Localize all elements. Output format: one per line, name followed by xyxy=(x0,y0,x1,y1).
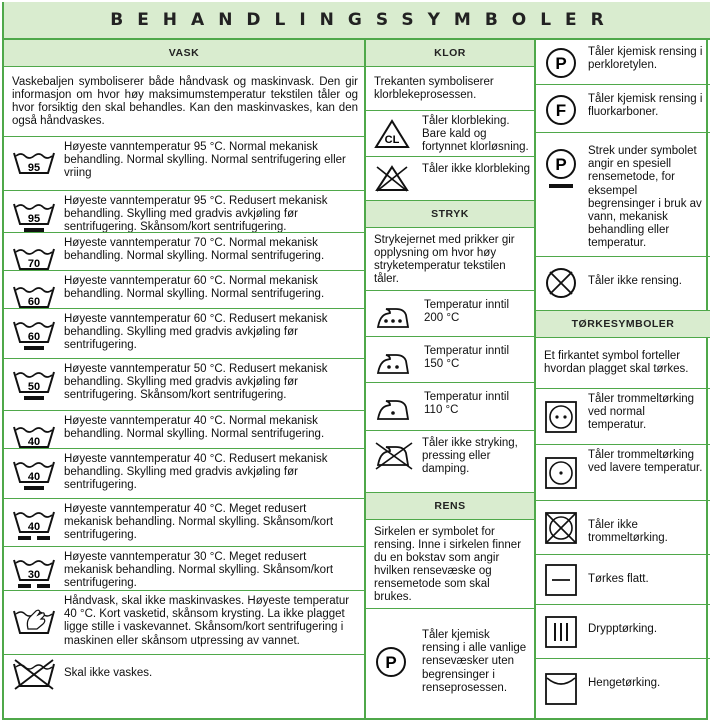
svg-text:95: 95 xyxy=(27,162,41,174)
iron-text: Temperatur inntil 110 °C xyxy=(424,391,510,417)
rens-special-text: Strek under symbolet angir en spesiell rensemetode, for eksempel begrensinger i bruk av vann, mekanisk behandling eller temperatur. xyxy=(588,145,702,250)
no-iron-icon xyxy=(374,439,414,471)
klor-forbidden-text: Tåler ikke klorbleking xyxy=(422,163,531,175)
dry-drip-icon xyxy=(544,615,578,649)
dryclean-p-icon xyxy=(374,645,408,679)
wash-tub-50-icon xyxy=(12,366,56,402)
dry-text: Tåler trommeltørking ved normal temperatur. xyxy=(588,393,695,432)
svg-text:70: 70 xyxy=(27,258,41,270)
rens-header: RENS xyxy=(366,492,534,520)
rens-torke-column xyxy=(536,40,710,718)
dry-row xyxy=(536,658,710,719)
rens-p-text: Tåler kjemisk rensing i alle vanlige rensevæsker uten begrensinger i renseprosessen. xyxy=(422,629,527,694)
no-wash-row xyxy=(4,654,364,721)
wash-row xyxy=(4,410,364,449)
wash-tub-70-icon xyxy=(12,243,56,271)
rens-p-row xyxy=(366,608,534,719)
rens-fluor-row xyxy=(536,84,710,133)
no-dryclean-text: Tåler ikke rensing. xyxy=(588,275,682,287)
wash-text: Høyeste vanntemperatur 60 °C. Redusert mekanisk behandling. Skylling med gradvis avkjøling før sentrifugering. xyxy=(64,313,328,352)
rens-special-row xyxy=(536,132,710,257)
klor-stryk-rens-column xyxy=(366,40,536,718)
wash-row xyxy=(4,190,364,233)
handwash-text: Håndvask, skal ikke maskinvaskes. Høyeste temperatur 40 °C. Kort vasketid, skånsom krysting. La ikke plagget ligge stille i vaskevannet. Skånsom/kort sentrifugering i maskinen eller skånsom utpressing av vannet. xyxy=(64,595,350,647)
svg-text:50: 50 xyxy=(27,381,41,393)
no-iron-text: Tåler ikke stryking, pressing eller damping. xyxy=(422,437,518,476)
no-wash-text: Skal ikke vaskes. xyxy=(64,667,153,679)
no-dryclean-icon xyxy=(544,266,578,300)
dry-flat-icon xyxy=(544,563,578,597)
stryk-intro: Strykejernet med prikker gir opplysning om hvor høy stryketemperatur tekstilen tåler. xyxy=(374,234,515,285)
wash-tub-60-icon xyxy=(12,281,56,309)
wash-tub-40-icon xyxy=(12,506,56,542)
dry-hang-icon xyxy=(544,672,578,706)
svg-text:95: 95 xyxy=(27,213,41,225)
wash-tub-60-icon xyxy=(12,316,56,352)
wash-row xyxy=(4,136,364,191)
svg-text:P: P xyxy=(555,155,567,174)
no-wash-icon xyxy=(12,658,56,690)
klor-intro: Trekanten symboliserer klorblekeprosessen. xyxy=(374,76,494,101)
dry-text: Tåler trommeltørking ved lavere temperatur. xyxy=(588,449,703,475)
svg-text:P: P xyxy=(385,653,397,672)
iron-3-dot-icon xyxy=(374,301,414,331)
dry-row xyxy=(536,444,710,501)
cl-label: CL xyxy=(384,134,400,146)
wash-text: Høyeste vanntemperatur 30 °C. Meget redusert mekanisk behandling. Normal skylling. Skånsom/kort sentrifugering. xyxy=(64,551,334,590)
vask-intro: Vaskebaljen symboliserer både håndvask og maskinvask. Den gir informasjon om hvor høy maksimumstemperatur tekstilen tåler og hvor forsiktig den skal behandles. Kan den maskinvaskes, kan den også håndvaskes. xyxy=(12,76,358,127)
chlorine-triangle-icon xyxy=(374,119,410,149)
stryk-header: STRYK xyxy=(366,200,534,228)
dry-tumble1-icon xyxy=(544,456,578,490)
klor-header: KLOR xyxy=(366,40,534,67)
rens-intro: Sirkelen er symbolet for rensing. Inne i sirkelen finner du en bokstav som angir hvilken rensevæske og rensemetode som skal brukes. xyxy=(374,526,522,603)
dry-row xyxy=(536,554,710,605)
rens-perklor-text: Tåler kjemisk rensing i perkloretylen. xyxy=(588,46,703,72)
klor-forbidden-row xyxy=(366,156,534,199)
iron-text: Temperatur inntil 200 °C xyxy=(424,299,510,325)
no-dryclean-row xyxy=(536,256,710,309)
title-banner xyxy=(4,2,710,40)
dry-row xyxy=(536,388,710,445)
dry-text: Drypptørking. xyxy=(588,623,658,635)
care-symbols-chart xyxy=(2,2,708,720)
dry-row xyxy=(536,604,710,659)
no-iron-row xyxy=(366,430,534,481)
vask-column xyxy=(4,40,366,718)
wash-text: Høyeste vanntemperatur 60 °C. Normal mekanisk behandling. Normal skylling. Normal sentrifugering. xyxy=(64,275,325,301)
wash-text: Høyeste vanntemperatur 40 °C. Normal mekanisk behandling. Normal skylling. Normal sentrifugering. xyxy=(64,415,325,441)
wash-tub-40-icon xyxy=(12,456,56,492)
wash-row xyxy=(4,270,364,309)
iron-text: Temperatur inntil 150 °C xyxy=(424,345,510,371)
rens-fluor-text: Tåler kjemisk rensing i fluorkarboner. xyxy=(588,93,703,119)
dry-text: Tørkes flatt. xyxy=(588,573,649,585)
dry-text: Hengetørking. xyxy=(588,677,661,689)
page-title: BEHANDLINGSSYMBOLER xyxy=(110,10,618,30)
wash-tub-30-icon xyxy=(12,554,56,590)
wash-row xyxy=(4,546,364,591)
dry-row xyxy=(536,500,710,555)
wash-text: Høyeste vanntemperatur 50 °C. Redusert mekanisk behandling. Skylling med gradvis avkjøling før sentrifugering. Skånsom/kort sentrifugering. xyxy=(64,363,328,402)
svg-text:F: F xyxy=(555,101,567,120)
torke-header: TØRKESYMBOLER xyxy=(536,310,710,338)
svg-text:40: 40 xyxy=(27,436,41,448)
torke-intro: Et firkantet symbol forteller hvordan plagget skal tørkes. xyxy=(544,350,689,375)
handwash-icon xyxy=(12,605,56,637)
dry-tumble2-icon xyxy=(544,400,578,434)
klor-allowed-row xyxy=(366,110,534,157)
dryclean-p-icon xyxy=(544,46,578,80)
handwash-row xyxy=(4,590,364,655)
wash-row xyxy=(4,308,364,359)
iron-row xyxy=(366,290,534,337)
no-chlorine-icon xyxy=(374,163,410,193)
svg-text:P: P xyxy=(555,54,567,73)
wash-row xyxy=(4,358,364,411)
dryclean-f-icon xyxy=(544,93,578,127)
wash-text: Høyeste vanntemperatur 40 °C. Redusert mekanisk behandling. Skylling med gradvis avkjøling før sentrifugering. xyxy=(64,453,328,492)
svg-text:60: 60 xyxy=(27,296,41,308)
svg-text:40: 40 xyxy=(27,521,41,533)
iron-row xyxy=(366,336,534,383)
wash-text: Høyeste vanntemperatur 95 °C. Normal mekanisk behandling. Normal skylling. Normal sentrifugering eller vriing xyxy=(64,141,346,180)
dry-notumble-icon xyxy=(544,511,578,545)
dryclean-p-underline-icon xyxy=(544,147,578,191)
vask-header: VASK xyxy=(4,40,364,67)
iron-1-dot-icon xyxy=(374,393,414,423)
dry-text: Tåler ikke trommeltørking. xyxy=(588,519,668,545)
wash-tub-40-icon xyxy=(12,421,56,449)
wash-text: Høyeste vanntemperatur 70 °C. Normal mekanisk behandling. Normal skylling. Normal sentrifugering. xyxy=(64,237,325,263)
svg-text:40: 40 xyxy=(27,471,41,483)
wash-row xyxy=(4,232,364,271)
iron-2-dot-icon xyxy=(374,347,414,377)
wash-tub-95-icon xyxy=(12,198,56,234)
svg-text:30: 30 xyxy=(27,569,41,581)
wash-text: Høyeste vanntemperatur 95 °C. Redusert mekanisk behandling. Skylling med gradvis avkjøling før sentrifugering. Skånsom/kort sentrifugering. xyxy=(64,195,328,234)
klor-allowed-text: Tåler klorbleking. Bare kald og fortynnet klorløsning. xyxy=(422,115,529,154)
wash-text: Høyeste vanntemperatur 40 °C. Meget redusert mekanisk behandling. Normal skylling. Skånsom/kort sentrifugering. xyxy=(64,503,334,542)
iron-row xyxy=(366,382,534,429)
wash-tub-95-icon xyxy=(12,147,56,175)
rens-perklor-row xyxy=(536,40,710,84)
wash-row xyxy=(4,448,364,499)
wash-row xyxy=(4,498,364,547)
svg-text:60: 60 xyxy=(27,331,41,343)
